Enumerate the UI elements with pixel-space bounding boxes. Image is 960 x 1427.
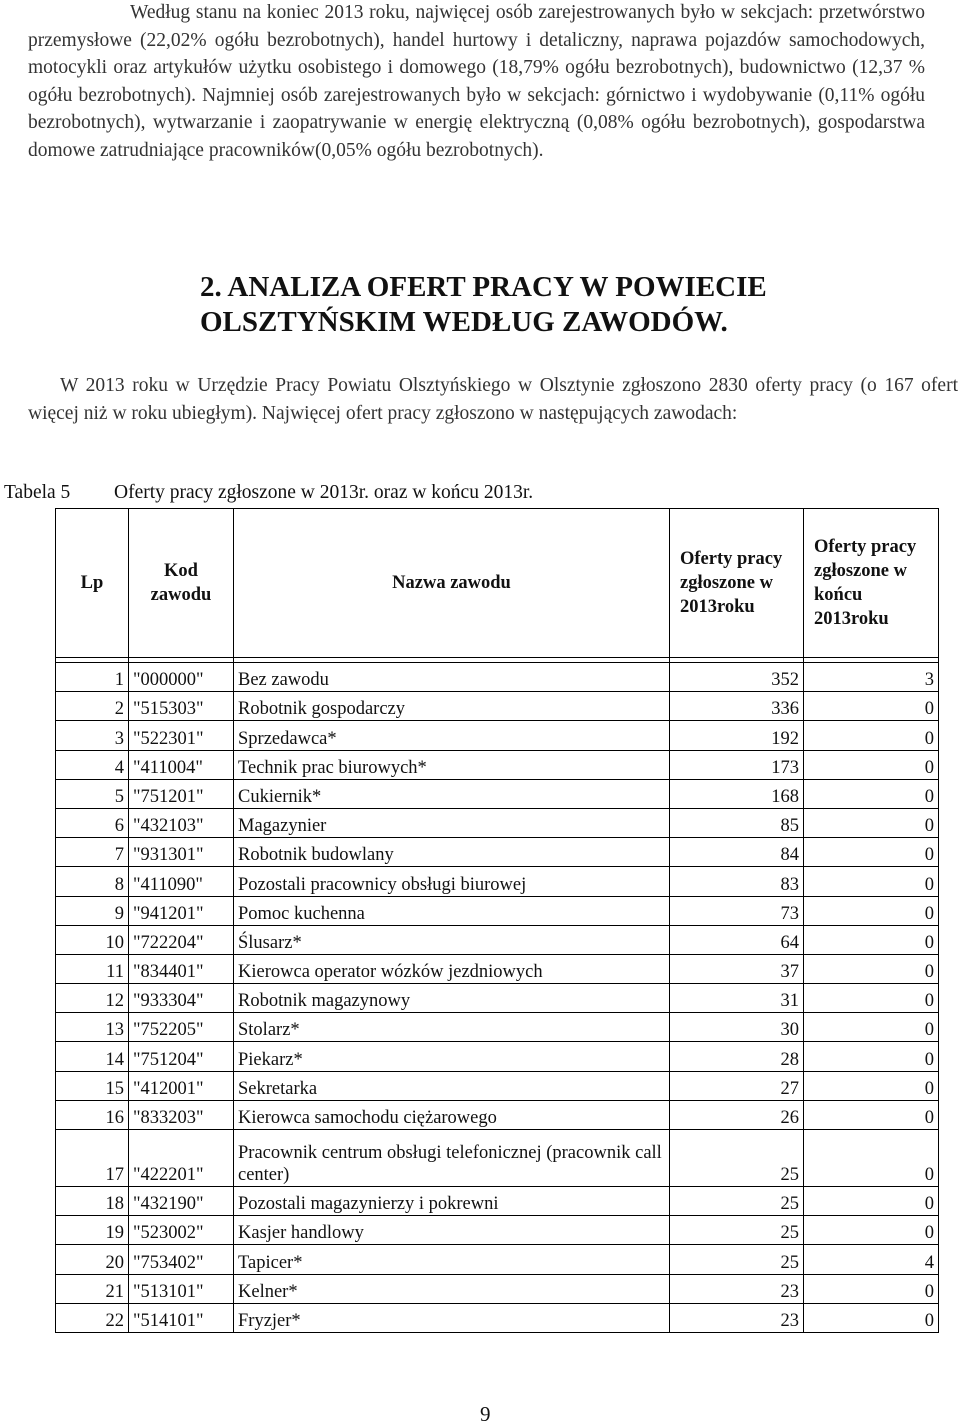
- row-offers-end: 0: [804, 1100, 939, 1129]
- table-row: [56, 1042, 939, 1071]
- row-name: Stolarz*: [234, 1013, 670, 1042]
- row-offers-end: 0: [804, 1042, 939, 1071]
- row-name: Sekretarka: [234, 1071, 670, 1100]
- row-name: Tapicer*: [234, 1245, 670, 1274]
- row-offers-2013: 73: [670, 896, 804, 925]
- row-offers-end: 0: [804, 867, 939, 896]
- row-lp: 4: [56, 750, 129, 779]
- table-row: [56, 1100, 939, 1129]
- row-lp: 7: [56, 838, 129, 867]
- row-offers-2013: 85: [670, 808, 804, 837]
- table-header-row: [56, 509, 939, 658]
- row-code: "432103": [129, 808, 234, 837]
- row-code: "000000": [129, 663, 234, 692]
- row-offers-2013: 352: [670, 663, 804, 692]
- row-offers-end: 0: [804, 750, 939, 779]
- table-body: [56, 658, 939, 1333]
- row-lp: 6: [56, 808, 129, 837]
- row-offers-end: 0: [804, 984, 939, 1013]
- row-code: "941201": [129, 896, 234, 925]
- row-offers-2013: 25: [670, 1187, 804, 1216]
- row-offers-end: 0: [804, 1303, 939, 1332]
- row-lp: 13: [56, 1013, 129, 1042]
- row-offers-2013: 27: [670, 1071, 804, 1100]
- row-lp: 20: [56, 1245, 129, 1274]
- row-name: Pracownik centrum obsługi telefonicznej (pracownik call center): [234, 1130, 670, 1187]
- table-row: [56, 925, 939, 954]
- row-offers-2013: 37: [670, 954, 804, 983]
- row-name: Ślusarz*: [234, 925, 670, 954]
- row-code: "751204": [129, 1042, 234, 1071]
- row-name: Pozostali pracownicy obsługi biurowej: [234, 867, 670, 896]
- row-offers-end: 3: [804, 663, 939, 692]
- table-row: [56, 896, 939, 925]
- row-name: Kasjer handlowy: [234, 1216, 670, 1245]
- row-lp: 16: [56, 1100, 129, 1129]
- row-offers-2013: 336: [670, 692, 804, 721]
- row-offers-2013: 23: [670, 1303, 804, 1332]
- row-offers-end: 0: [804, 1187, 939, 1216]
- row-offers-end: 0: [804, 721, 939, 750]
- row-code: "752205": [129, 1013, 234, 1042]
- intro-paragraph: Według stanu na koniec 2013 roku, najwięcej osób zarejestrowanych było w sekcjach: przetwórstwo przemysłowe (22,02% ogółu bezrobotnych), handel hurtowy i detaliczny, naprawa pojazdów samochodowych, motocykli oraz artykułów użytku osobistego i domowego (18,79% ogółu bezrobotnych), budownictwo (12,37 % ogółu bezrobotnych). Najmniej osób zarejestrowanych było w sekcjach: górnictwo i wydobywanie (0,11% ogółu bezrobotnych), wytwarzanie i zaopatrywanie w energię elektryczną (0,08% ogółu bezrobotnych), gospodarstwa domowe zatrudniające pracowników(0,05% ogółu bezrobotnych).: [28, 2, 925, 161]
- row-code: "753402": [129, 1245, 234, 1274]
- header-code: Kod zawodu: [129, 509, 234, 658]
- row-lp: 18: [56, 1187, 129, 1216]
- row-lp: 2: [56, 692, 129, 721]
- table-caption-text: Oferty pracy zgłoszone w 2013r. oraz w końcu 2013r.: [114, 482, 534, 503]
- table-row: [56, 867, 939, 896]
- table-row: [56, 1274, 939, 1303]
- table-caption-label: Tabela 5: [4, 482, 71, 503]
- row-name: Piekarz*: [234, 1042, 670, 1071]
- table-row: [56, 838, 939, 867]
- row-name: Magazynier: [234, 808, 670, 837]
- row-code: "933304": [129, 984, 234, 1013]
- row-code: "411004": [129, 750, 234, 779]
- row-name: Technik prac biurowych*: [234, 750, 670, 779]
- row-name: Bez zawodu: [234, 663, 670, 692]
- row-offers-end: 0: [804, 808, 939, 837]
- row-offers-2013: 31: [670, 984, 804, 1013]
- table-row: [56, 808, 939, 837]
- row-name: Robotnik budowlany: [234, 838, 670, 867]
- row-code: "751201": [129, 779, 234, 808]
- row-name: Pomoc kuchenna: [234, 896, 670, 925]
- row-lp: 22: [56, 1303, 129, 1332]
- row-offers-2013: 25: [670, 1130, 804, 1187]
- row-code: "514101": [129, 1303, 234, 1332]
- row-code: "513101": [129, 1274, 234, 1303]
- row-code: "412001": [129, 1071, 234, 1100]
- row-offers-end: 0: [804, 1013, 939, 1042]
- row-lp: 5: [56, 779, 129, 808]
- row-offers-2013: 25: [670, 1216, 804, 1245]
- row-code: "522301": [129, 721, 234, 750]
- row-lp: 21: [56, 1274, 129, 1303]
- row-offers-end: 0: [804, 1216, 939, 1245]
- section-heading: 2. ANALIZA OFERT PRACY W POWIECIE OLSZTYŃSKIM WEDŁUG ZAWODÓW.: [200, 271, 767, 338]
- table-row: [56, 1187, 939, 1216]
- row-offers-end: 0: [804, 1130, 939, 1187]
- table-row: [56, 779, 939, 808]
- row-offers-2013: 64: [670, 925, 804, 954]
- row-code: "515303": [129, 692, 234, 721]
- row-lp: 11: [56, 954, 129, 983]
- table-row: [56, 1245, 939, 1274]
- table-row: [56, 1013, 939, 1042]
- row-offers-end: 0: [804, 954, 939, 983]
- table-row: [56, 1303, 939, 1332]
- row-lp: 3: [56, 721, 129, 750]
- table-caption: [4, 482, 533, 504]
- row-lp: 12: [56, 984, 129, 1013]
- table-row: [56, 1216, 939, 1245]
- table-row: [56, 1130, 939, 1187]
- row-offers-2013: 25: [670, 1245, 804, 1274]
- row-offers-2013: 192: [670, 721, 804, 750]
- row-lp: 8: [56, 867, 129, 896]
- row-offers-end: 0: [804, 1071, 939, 1100]
- row-code: "834401": [129, 954, 234, 983]
- job-offers-table: [55, 508, 939, 1333]
- table-row: [56, 984, 939, 1013]
- row-offers-2013: 30: [670, 1013, 804, 1042]
- row-code: "523002": [129, 1216, 234, 1245]
- table-row: [56, 954, 939, 983]
- row-name: Sprzedawca*: [234, 721, 670, 750]
- row-offers-2013: 84: [670, 838, 804, 867]
- section-paragraph: W 2013 roku w Urzędzie Pracy Powiatu Olsztyńskiego w Olsztynie zgłoszono 2830 oferty pracy (o 167 ofert więcej niż w roku ubiegłym). Najwięcej ofert pracy zgłoszono w następujących zawodach:: [28, 375, 958, 424]
- row-code: "411090": [129, 867, 234, 896]
- row-name: Kierowca samochodu ciężarowego: [234, 1100, 670, 1129]
- row-name: Kierowca operator wózków jezdniowych: [234, 954, 670, 983]
- row-offers-end: 4: [804, 1245, 939, 1274]
- row-offers-end: 0: [804, 779, 939, 808]
- row-lp: 17: [56, 1130, 129, 1187]
- row-offers-2013: 23: [670, 1274, 804, 1303]
- row-code: "833203": [129, 1100, 234, 1129]
- table-row: [56, 1071, 939, 1100]
- row-offers-2013: 28: [670, 1042, 804, 1071]
- row-offers-end: 0: [804, 838, 939, 867]
- row-name: Fryzjer*: [234, 1303, 670, 1332]
- table-row: [56, 692, 939, 721]
- row-offers-end: 0: [804, 925, 939, 954]
- table-row: [56, 721, 939, 750]
- page-number: 9: [480, 1402, 491, 1426]
- header-offers-2013: Oferty pracy zgłoszone w 2013roku: [670, 509, 804, 658]
- row-name: Pozostali magazynierzy i pokrewni: [234, 1187, 670, 1216]
- row-name: Robotnik magazynowy: [234, 984, 670, 1013]
- row-offers-end: 0: [804, 1274, 939, 1303]
- row-lp: 10: [56, 925, 129, 954]
- row-offers-2013: 173: [670, 750, 804, 779]
- table-row: [56, 663, 939, 692]
- row-code: "931301": [129, 838, 234, 867]
- row-lp: 1: [56, 663, 129, 692]
- row-offers-2013: 168: [670, 779, 804, 808]
- row-name: Kelner*: [234, 1274, 670, 1303]
- header-offers-end: Oferty pracy zgłoszone w końcu 2013roku: [804, 509, 939, 658]
- header-name: Nazwa zawodu: [234, 509, 670, 658]
- row-offers-end: 0: [804, 896, 939, 925]
- row-lp: 14: [56, 1042, 129, 1071]
- row-lp: 15: [56, 1071, 129, 1100]
- row-lp: 9: [56, 896, 129, 925]
- table-row: [56, 750, 939, 779]
- row-lp: 19: [56, 1216, 129, 1245]
- row-name: Cukiernik*: [234, 779, 670, 808]
- row-offers-2013: 26: [670, 1100, 804, 1129]
- row-code: "422201": [129, 1130, 234, 1187]
- row-offers-end: 0: [804, 692, 939, 721]
- row-offers-2013: 83: [670, 867, 804, 896]
- row-name: Robotnik gospodarczy: [234, 692, 670, 721]
- row-code: "432190": [129, 1187, 234, 1216]
- row-code: "722204": [129, 925, 234, 954]
- header-lp: Lp: [56, 509, 129, 658]
